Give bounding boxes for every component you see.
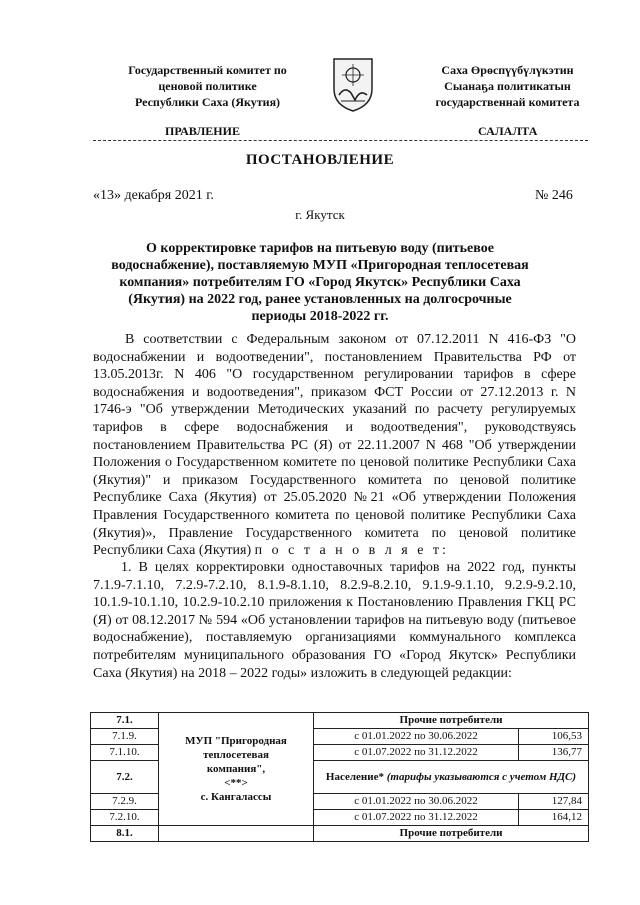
document-date: «13» декабря 2021 г.	[93, 188, 214, 203]
right-department-label: САЛАЛТА	[478, 124, 538, 138]
period-cell: с 01.07.2022 по 31.12.2022	[314, 810, 519, 826]
issuer-name-yakut: Саха Өрөспүүбүлүкэтин Сыанаҕа политикатын государственнай комитета	[435, 63, 580, 109]
consumer-group-label: Население*	[325, 770, 384, 783]
clause-one-paragraph: 1. В целях корректировки одноставочных тарифов на 2022 год, пункты 7.1.9-7.1.10, 7.2.9-7.2.10, 8.1.9-8.1.10, 8.2.9-8.2.10, 9.1.9-9.1.10, 9.2.9-9.2.10, 10.1.9-10.1.10, 10.2.9-10.2.10 приложения к Постановлению Правления ГКЦ РС (Я) от 08.12.2017 № 594 «Об установлении тарифов на питьевую воду (питьевое водоснабжение), поставляемую организациями коммунального комплекса потребителям муниципального образования ГО «Город Якутск» Республики Саха (Якутия) на 2018 – 2022 годы» изложить в следующей редакции:	[93, 560, 576, 681]
issuer-name-russian: Государственный комитет по ценовой политике Республики Саха (Якутия)	[128, 63, 287, 109]
tariff-value: 136,77	[519, 745, 589, 761]
row-number: 7.2.	[91, 761, 159, 794]
row-number: 7.1.9.	[91, 729, 159, 745]
document-title: ПОСТАНОВЛЕНИЕ	[245, 152, 395, 168]
consumer-group: Прочие потребители	[314, 826, 589, 842]
document-subject: О корректировке тарифов на питьевую воду (питьевое водоснабжение), поставляемую МУП «Пригородная теплосетевая компания» потребителям ГО «Город Якутск» Республики Саха (Якутия) на 2022 год, ранее установленных на долгосрочные периоды 2018-2022 гг.	[111, 241, 529, 324]
tariff-value: 164,12	[519, 810, 589, 826]
consumer-group: Прочие потребители	[314, 713, 589, 729]
consumer-group	[314, 761, 589, 794]
row-number: 7.1.10.	[91, 745, 159, 761]
tariff-value: 127,84	[519, 794, 589, 810]
row-number: 8.1.	[91, 826, 159, 842]
row-number: 7.1.	[91, 713, 159, 729]
separator-line	[93, 140, 588, 141]
decree-word: п о с т а н о в л я е т:	[254, 543, 449, 559]
period-cell: с 01.01.2022 по 30.06.2022	[314, 794, 519, 810]
document-city: г. Якутск	[295, 207, 345, 222]
republic-emblem-icon	[330, 55, 376, 113]
organization-cell: МУП "Пригородная теплосетевая компания", <**> с. Кангалассы	[159, 713, 314, 826]
document-number: № 246	[535, 188, 573, 203]
organization-cell-empty	[159, 826, 314, 842]
row-number: 7.2.10.	[91, 810, 159, 826]
tariff-table	[90, 712, 589, 842]
tariff-value: 106,53	[519, 729, 589, 745]
consumer-group-note: (тарифы указываются с учетом НДС)	[386, 770, 577, 783]
preamble-text: В соответствии с Федеральным законом от 07.12.2011 N 416-ФЗ "О водоснабжении и водоотведении", постановлением Правительства РФ от 13.05.2013г. N 406 "О государственном регулировании тарифов в сфере водоснабжения и водоотведения", приказом ФСТ России от 27.12.2013 г. N 1746-э "Об утверждении Методических указаний по расчету регулируемых тарифов в сфере водоснабжения и водоотведения", руководствуясь постановлением Правительства РС (Я) от 22.11.2007 N 468 "Об утверждении Положения о Государственном комитете по ценовой политике Республики Саха (Якутия)" и приказом Государственного комитета по ценовой политике Республике Саха (Якутия) от 25.05.2020 №21 «Об утверждении Положения Правления Государственного комитета по ценовой политике Республики Саха (Якутия)», Правление Государственного комитета по ценовой политике Республики Саха (Якутия)	[93, 332, 576, 559]
left-department-label: ПРАВЛЕНИЕ	[165, 124, 240, 138]
preamble-paragraph	[93, 331, 576, 560]
table-row	[91, 713, 589, 729]
period-cell: с 01.07.2022 по 31.12.2022	[314, 745, 519, 761]
period-cell: с 01.01.2022 по 30.06.2022	[314, 729, 519, 745]
table-row	[91, 826, 589, 842]
row-number: 7.2.9.	[91, 794, 159, 810]
